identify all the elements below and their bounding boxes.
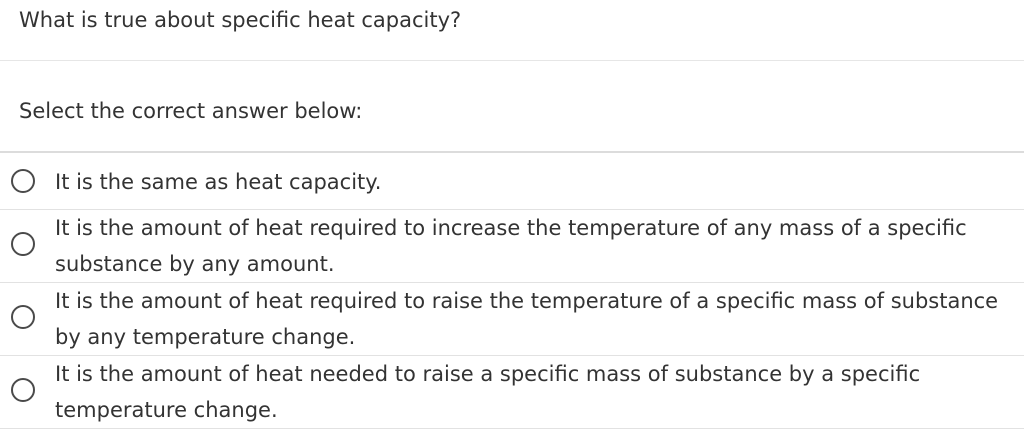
answer-choice-label: It is the amount of heat needed to raise a specific mass of substance by a specific temperature change. <box>55 362 921 422</box>
answer-choice-label: It is the same as heat capacity. <box>55 170 382 194</box>
answer-choice-1[interactable] <box>0 153 1024 210</box>
answer-choice-4[interactable] <box>0 356 1024 429</box>
answer-choice-label: It is the amount of heat required to raise the temperature of a specific mass of substance by any temperature change. <box>55 289 999 349</box>
radio-button-icon[interactable] <box>11 169 35 193</box>
answer-choice-label: It is the amount of heat required to increase the temperature of any mass of a specific substance by any amount. <box>55 216 967 276</box>
answer-choices-list <box>0 153 1024 429</box>
radio-button-icon[interactable] <box>11 232 35 256</box>
radio-button-icon[interactable] <box>11 378 35 402</box>
radio-button-icon[interactable] <box>11 305 35 329</box>
answer-prompt: Select the correct answer below: <box>19 99 363 123</box>
answer-choice-2[interactable] <box>0 210 1024 283</box>
answer-choice-3[interactable] <box>0 283 1024 356</box>
question-divider <box>0 60 1024 61</box>
question-text: What is true about specific heat capacity? <box>19 8 462 32</box>
